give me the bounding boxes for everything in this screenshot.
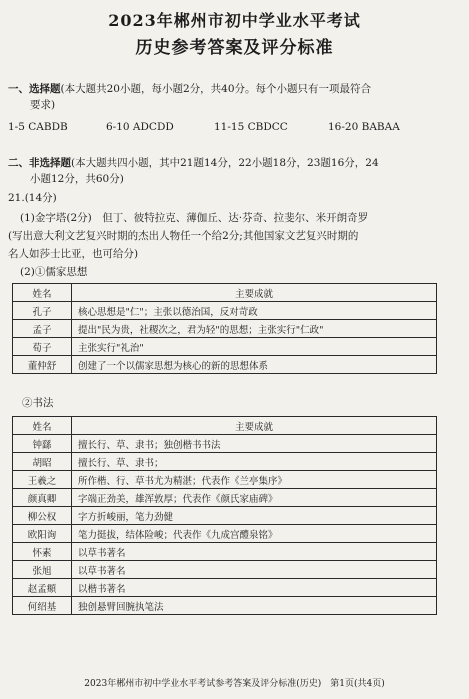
table-row — [13, 579, 437, 597]
person-achievement: 主张实行"礼治" — [72, 338, 437, 356]
person-name: 王羲之 — [13, 471, 72, 489]
table-row — [13, 435, 437, 453]
person-achievement: 字端正劲美，雄浑敦厚；代表作《颜氏家庙碑》 — [72, 489, 437, 507]
person-achievement: 擅长行、草、隶书；独创楷书书法 — [72, 435, 437, 453]
table-row — [13, 561, 437, 579]
person-name: 孔子 — [13, 302, 72, 320]
section2-desc: (本大题共四小题，其中21题14分，22小题18分，23题16分，24 — [71, 157, 379, 169]
table-header-row — [13, 417, 437, 435]
section1-line1 — [8, 82, 371, 96]
person-achievement: 笔力挺拔，结体险峻；代表作《九成宫醴泉铭》 — [72, 525, 437, 543]
q21-part2-label: (2)①儒家思想 — [20, 266, 88, 278]
answer-group-3: 11-15 CBDCC — [214, 121, 288, 133]
table-row — [13, 453, 437, 471]
page-subtitle: 历史参考答案及评分标准 — [135, 38, 334, 58]
person-name: 张旭 — [13, 561, 72, 579]
person-achievement: 核心思想是"仁"；主张以德治国，反对苛政 — [72, 302, 437, 320]
table-row — [13, 471, 437, 489]
table-row — [13, 338, 437, 356]
person-name: 孟子 — [13, 320, 72, 338]
header-name: 姓名 — [13, 284, 72, 302]
person-name: 钟繇 — [13, 435, 72, 453]
person-achievement: 以草书著名 — [72, 561, 437, 579]
confucianism-table — [12, 283, 437, 374]
person-name: 柳公权 — [13, 507, 72, 525]
header-name: 姓名 — [13, 417, 72, 435]
section2-heading: 二、非选择题 — [8, 157, 71, 169]
table-row — [13, 320, 437, 338]
header-achievement: 主要成就 — [72, 284, 437, 302]
page-footer: 2023年郴州市初中学业水平考试参考答案及评分标准(历史) 第1页(共4页) — [84, 679, 385, 689]
section1-heading: 一、选择题 — [8, 83, 61, 95]
person-name: 荀子 — [13, 338, 72, 356]
person-achievement: 以草书著名 — [72, 543, 437, 561]
section2-line1 — [8, 156, 379, 170]
section1-desc: (本大题共20小题，每小题2分，共40分。每个小题只有一项最符合 — [60, 83, 371, 95]
person-achievement: 独创悬臂回腕执笔法 — [72, 597, 437, 615]
person-name: 欧阳询 — [13, 525, 72, 543]
table-row — [13, 597, 437, 615]
q21-part1-line3: 名人如莎士比亚，也可给分) — [8, 248, 139, 260]
q21-part1-line2: (写出意大利文艺复兴时期的杰出人物任一个给2分;其他国家文艺复兴时期的 — [8, 230, 359, 242]
person-name: 怀素 — [13, 543, 72, 561]
table-row — [13, 507, 437, 525]
person-achievement: 以楷书著名 — [72, 579, 437, 597]
answer-group-4: 16-20 BABAA — [328, 121, 400, 133]
q21-part1-line1: (1)金字塔(2分) 但丁、彼特拉克、薄伽丘、达·芬奇、拉斐尔、米开朗奇罗 — [20, 212, 369, 224]
header-achievement: 主要成就 — [72, 417, 437, 435]
person-name: 胡昭 — [13, 453, 72, 471]
table-header-row — [13, 284, 437, 302]
person-name: 何绍基 — [13, 597, 72, 615]
section1-desc-cont: 要求) — [30, 99, 56, 111]
q21-label: 21.(14分) — [8, 192, 57, 204]
answer-group-2: 6-10 ADCDD — [106, 121, 174, 133]
person-achievement: 字方折峻丽，笔力劲健 — [72, 507, 437, 525]
table-row — [13, 543, 437, 561]
table-row — [13, 356, 437, 374]
table-row — [13, 489, 437, 507]
q21-part2b-label: ②书法 — [22, 397, 54, 409]
person-name: 赵孟頫 — [13, 579, 72, 597]
page-title: 2023年郴州市初中学业水平考试 — [108, 11, 361, 30]
table-row — [13, 302, 437, 320]
person-name: 董仲舒 — [13, 356, 72, 374]
answer-group-1: 1-5 CABDB — [8, 121, 68, 133]
table-row — [13, 525, 437, 543]
person-achievement: 所作楷、行、草书尤为精湛；代表作《兰亭集序》 — [72, 471, 437, 489]
person-achievement: 创建了一个以儒家思想为核心的新的思想体系 — [72, 356, 437, 374]
section2-desc-cont: 小题12分，共60分) — [30, 173, 124, 185]
person-name: 颜真卿 — [13, 489, 72, 507]
person-achievement: 擅长行、草、隶书； — [72, 453, 437, 471]
person-achievement: 提出"民为贵，社稷次之，君为轻"的思想；主张实行"仁政" — [72, 320, 437, 338]
calligraphy-table — [12, 416, 437, 615]
